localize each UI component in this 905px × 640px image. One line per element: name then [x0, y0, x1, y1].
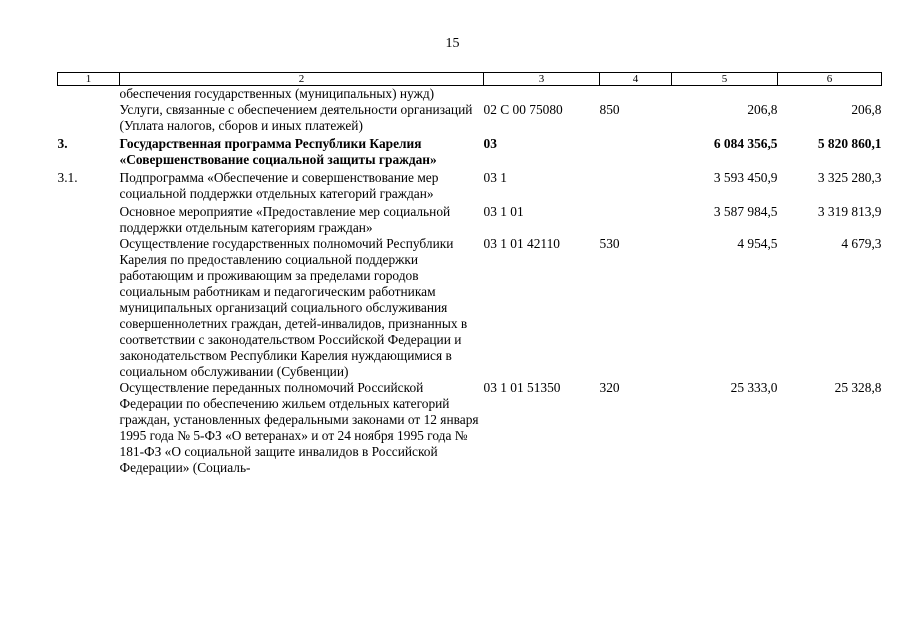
header-col-4: 4	[600, 73, 672, 86]
row-number	[58, 102, 120, 134]
row-amount-1: 6 084 356,5	[713, 136, 778, 151]
row-expense-type	[600, 134, 672, 168]
row-number	[58, 236, 120, 380]
table-row	[58, 202, 882, 236]
table-row	[58, 236, 882, 380]
row-code: 03 1	[483, 170, 507, 185]
row-amount-2: 4 679,3	[841, 236, 882, 251]
row-expense-type	[600, 86, 672, 103]
row-amount-1: 3 587 984,5	[713, 204, 778, 219]
row-amount-2: 3 325 280,3	[817, 170, 882, 185]
row-code: 03 1 01 42110	[483, 236, 560, 251]
header-col-5: 5	[672, 73, 778, 86]
budget-table	[57, 72, 882, 476]
row-amount-2: 3 319 813,9	[817, 204, 882, 219]
row-expense-type	[600, 168, 672, 202]
row-expense-type: 850	[599, 102, 620, 117]
row-amount-1: 3 593 450,9	[713, 170, 778, 185]
header-col-1: 1	[58, 73, 120, 86]
row-name: Осуществление государственных полномочий Республики Карелия по предоставлению социальной поддержки работающим и проживающим за пределами городов социальным работникам и педагогическим работникам муниципальных организаций социального обслуживания совершеннолетних граждан, детей-инвалидов, признанных в соответствии с законодательством Российской Федерации и законодательством Республики Карелия нуждающимися в социальном обслуживании (Субвенции)	[119, 236, 468, 379]
row-name: Подпрограмма «Обеспечение и совершенствование мер социальной поддержки отдельных категорий граждан»	[119, 170, 439, 201]
row-name: Основное мероприятие «Предоставление мер социальной поддержки отдельным категориям граждан»	[119, 204, 451, 235]
row-code	[484, 86, 600, 103]
row-code: 03	[483, 136, 497, 151]
row-expense-type	[600, 202, 672, 236]
row-name: Услуги, связанные с обеспечением деятельности организаций (Уплата налогов, сборов и иных платежей)	[119, 102, 473, 133]
row-code: 03 1 01 51350	[483, 380, 561, 395]
row-code: 03 1 01	[483, 204, 524, 219]
table-row	[58, 86, 882, 103]
page-number: 15	[445, 36, 460, 51]
row-number	[58, 202, 120, 236]
table-row-program	[58, 134, 882, 168]
table-row	[58, 380, 882, 476]
row-name: Государственная программа Республики Карелия «Совершенствование социальной защиты граждан»	[119, 136, 437, 167]
row-name: обеспечения государственных (муниципальных) нужд)	[119, 86, 435, 101]
row-code: 02 С 00 75080	[483, 102, 563, 117]
row-amount-2	[778, 86, 882, 103]
row-expense-type: 320	[599, 380, 620, 395]
header-col-2: 2	[120, 73, 484, 86]
header-col-6: 6	[778, 73, 882, 86]
row-expense-type: 530	[599, 236, 620, 251]
header-col-3: 3	[484, 73, 600, 86]
row-amount-1	[672, 86, 778, 103]
row-amount-1: 206,8	[747, 102, 778, 117]
row-number	[58, 380, 120, 476]
row-name: Осуществление переданных полномочий Российской Федерации по обеспечению жильем отдельных категорий граждан, установленных федеральными законами от 12 января 1995 года № 5-ФЗ «О ветеранах» и от 24 ноября 1995 года № 181-ФЗ «О социальной защите инвалидов в Российской Федерации» (Социаль-	[119, 380, 479, 475]
row-amount-1: 25 333,0	[730, 380, 778, 395]
row-number: 3.	[57, 136, 68, 151]
table-row-subprogram	[58, 168, 882, 202]
row-number	[58, 86, 120, 103]
row-amount-1: 4 954,5	[737, 236, 778, 251]
row-amount-2: 25 328,8	[834, 380, 882, 395]
table-row	[58, 102, 882, 134]
row-number: 3.1.	[57, 170, 78, 185]
row-amount-2: 206,8	[851, 102, 882, 117]
header-row	[58, 73, 882, 86]
row-amount-2: 5 820 860,1	[817, 136, 882, 151]
